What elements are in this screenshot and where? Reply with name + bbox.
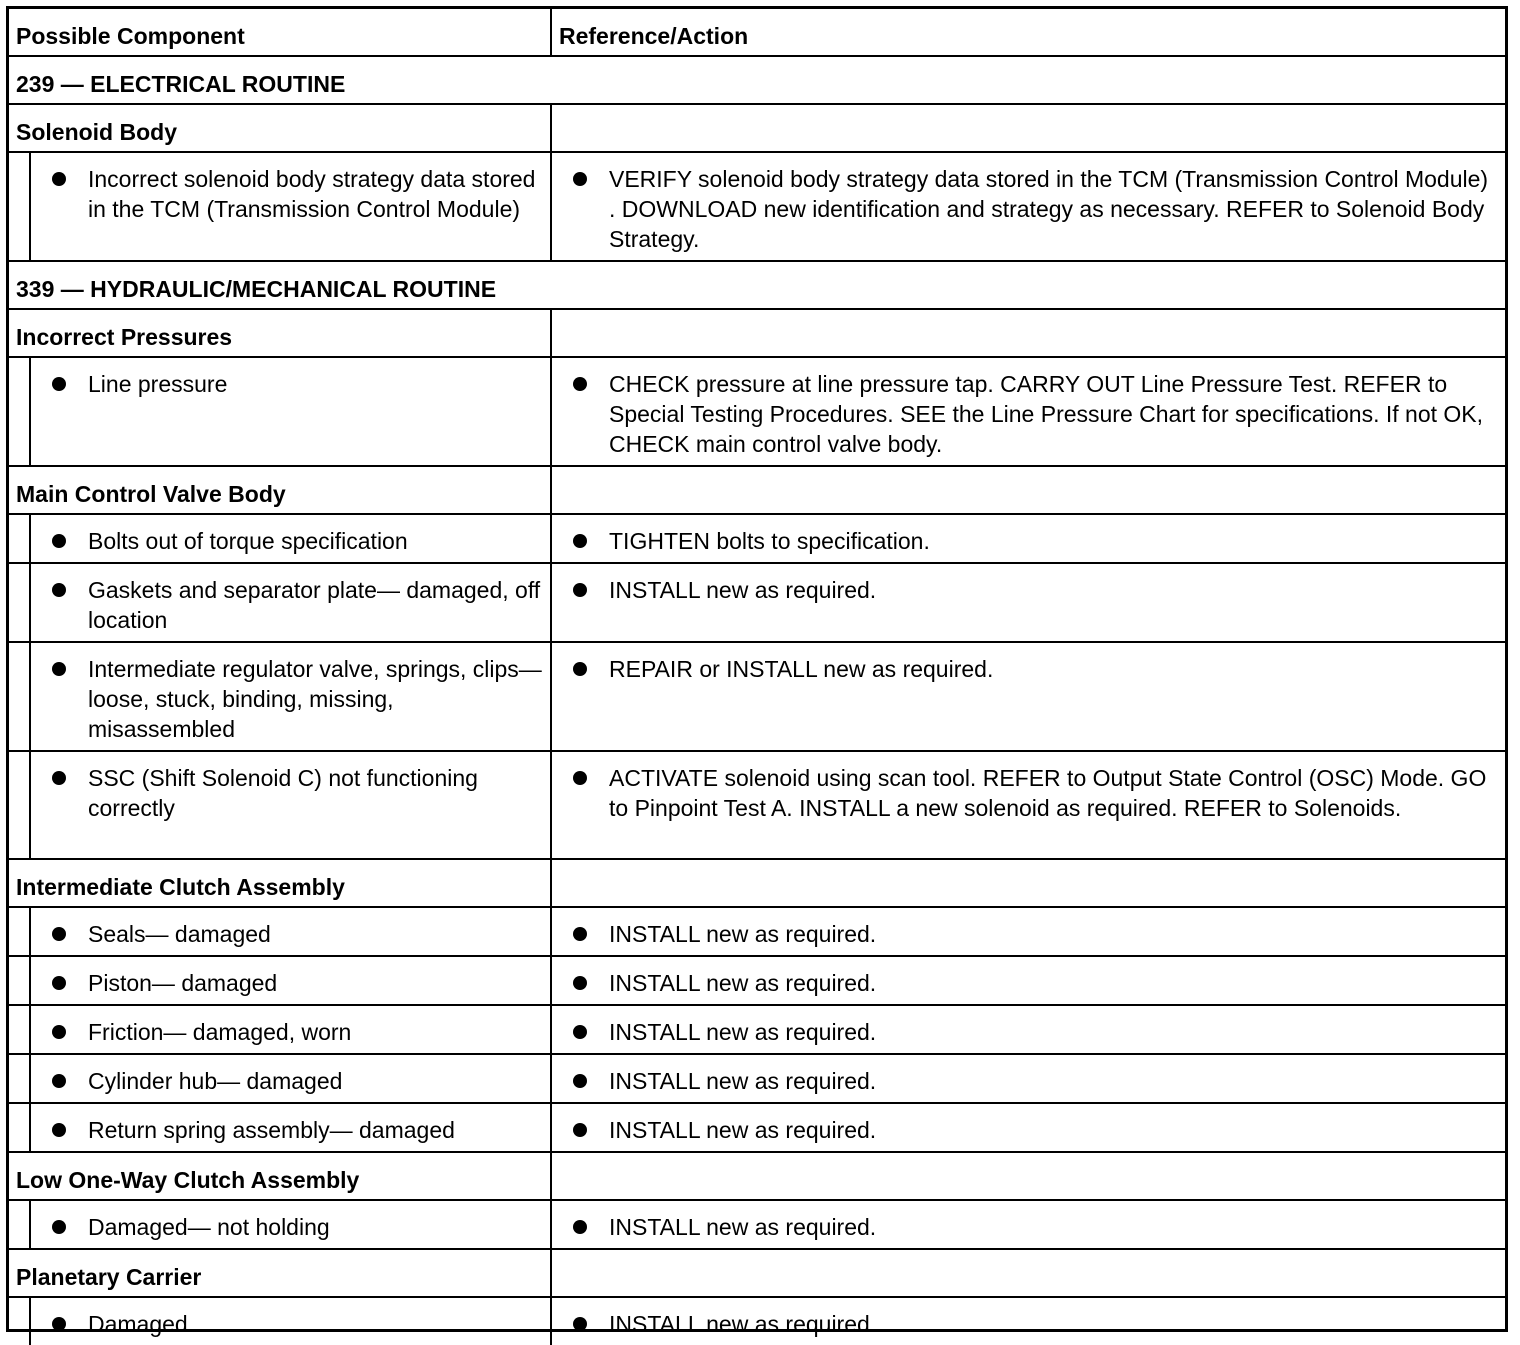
table-row [9,563,1505,642]
component-cell [30,956,551,1005]
indent-cell [9,357,30,466]
action-text [552,643,1505,690]
table-row [9,1200,1505,1249]
column-header-action: Reference/Action [551,9,1505,56]
action-label: INSTALL new as required. [609,1068,877,1094]
action-text [552,564,1505,611]
component-cell [30,357,551,466]
component-action-table [9,9,1505,1345]
group-name: Main Control Valve Body [9,466,551,514]
action-cell [551,751,1505,859]
action-cell [551,642,1505,751]
component-cell [30,751,551,859]
component-text [31,515,550,562]
action-cell [551,1103,1505,1152]
action-cell [551,1005,1505,1054]
action-label: INSTALL new as required. [609,577,877,603]
bullet-icon [52,1025,66,1039]
bullet-icon [52,534,66,548]
component-cell [30,152,551,261]
component-text [31,643,550,750]
header-row [9,9,1505,56]
indent-cell [9,956,30,1005]
component-cell [30,642,551,751]
action-label: ACTIVATE solenoid using scan tool. REFER to Output State Control (OSC) Mode. GO to Pinpoint Test A. INSTALL a new solenoid as required. REFER to Solenoids. [609,765,1487,821]
bullet-icon [573,771,587,785]
action-cell [551,1200,1505,1249]
bullet-icon [52,927,66,941]
group-action-empty [551,1249,1505,1297]
action-text [552,752,1505,829]
table-row [9,642,1505,751]
component-text [31,1055,550,1102]
component-label: Incorrect solenoid body strategy data stored in the TCM (Transmission Control Module) [88,166,536,222]
bullet-icon [573,1220,587,1234]
component-label: Return spring assembly— damaged [88,1117,455,1143]
group-row [9,859,1505,907]
component-label: Bolts out of torque specification [88,528,408,554]
group-action-empty [551,104,1505,152]
group-action-empty [551,859,1505,907]
table-row [9,514,1505,563]
action-label: CHECK pressure at line pressure tap. CARRY OUT Line Pressure Test. REFER to Special Testing Procedures. SEE the Line Pressure Chart for specifications. If not OK, CHECK main control valve body. [609,371,1484,457]
component-cell [30,907,551,956]
action-text [552,1006,1505,1053]
indent-cell [9,1054,30,1103]
indent-cell [9,642,30,751]
bullet-icon [573,976,587,990]
group-name: Intermediate Clutch Assembly [9,859,551,907]
bullet-icon [573,583,587,597]
action-cell [551,514,1505,563]
component-cell [30,1103,551,1152]
group-row [9,104,1505,152]
action-label: INSTALL new as required. [609,1019,877,1045]
group-row [9,466,1505,514]
action-label: INSTALL new as required. [609,1117,877,1143]
component-text [31,1201,550,1248]
section-row [9,261,1505,309]
action-label: VERIFY solenoid body strategy data stored in the TCM (Transmission Control Module) . DOWNLOAD new identification and strategy as necessary. REFER to Solenoid Body Strategy. [609,166,1489,252]
table-row [9,152,1505,261]
action-cell [551,956,1505,1005]
component-text [31,358,550,405]
action-cell [551,563,1505,642]
action-cell [551,357,1505,466]
action-cell [551,907,1505,956]
component-cell [30,514,551,563]
indent-cell [9,1200,30,1249]
group-name: Solenoid Body [9,104,551,152]
component-label: Cylinder hub— damaged [88,1068,343,1094]
component-label: Friction— damaged, worn [88,1019,352,1045]
component-cell [30,1200,551,1249]
component-cell [30,1005,551,1054]
component-label: Damaged [88,1311,188,1337]
bullet-icon [573,534,587,548]
action-label: TIGHTEN bolts to specification. [609,528,930,554]
bullet-icon [52,1123,66,1137]
bullet-icon [52,771,66,785]
component-text [31,1104,550,1151]
indent-cell [9,1005,30,1054]
table-row [9,1054,1505,1103]
indent-cell [9,1103,30,1152]
action-text [552,957,1505,1004]
component-text [31,1006,550,1053]
action-label: INSTALL new as required. [609,970,877,996]
action-text [552,908,1505,955]
bullet-icon [573,662,587,676]
component-cell [30,1054,551,1103]
bullet-icon [52,662,66,676]
component-cell [30,563,551,642]
component-label: Line pressure [88,371,228,397]
table-body [9,9,1505,1345]
bullet-icon [573,927,587,941]
indent-cell [9,563,30,642]
action-cell [551,1054,1505,1103]
section-title: 239 — ELECTRICAL ROUTINE [9,56,1505,104]
bullet-icon [573,377,587,391]
table-row [9,357,1505,466]
action-text [552,1104,1505,1151]
group-action-empty [551,466,1505,514]
group-name: Incorrect Pressures [9,309,551,357]
group-action-empty [551,1152,1505,1200]
group-name: Low One-Way Clutch Assembly [9,1152,551,1200]
section-title: 339 — HYDRAULIC/MECHANICAL ROUTINE [9,261,1505,309]
action-text [552,1201,1505,1248]
diagnostic-table [6,6,1508,1337]
table-row [9,956,1505,1005]
action-text [552,153,1505,260]
component-label: Seals— damaged [88,921,271,947]
component-text [31,564,550,641]
component-text [31,153,550,230]
table-row [9,1103,1505,1152]
bullet-icon [573,1025,587,1039]
indent-cell [9,907,30,956]
action-label: INSTALL new as required. [609,1311,877,1337]
bullet-icon [52,1074,66,1088]
action-label: INSTALL new as required. [609,1214,877,1240]
component-label: Intermediate regulator valve, springs, clips— loose, stuck, binding, missing, misassembled [88,656,542,742]
component-text [31,957,550,1004]
component-text [31,752,550,829]
action-cell [551,152,1505,261]
group-row [9,309,1505,357]
table-row [9,1005,1505,1054]
bullet-icon [52,976,66,990]
bullet-icon [573,1074,587,1088]
indent-cell [9,751,30,859]
component-label: SSC (Shift Solenoid C) not functioning correctly [88,765,478,821]
bullet-icon [573,1317,587,1331]
bullet-icon [573,1123,587,1137]
bullet-icon [52,377,66,391]
bullet-icon [573,172,587,186]
table-row [9,751,1505,859]
section-row [9,56,1505,104]
bullet-icon [52,1220,66,1234]
group-row [9,1152,1505,1200]
action-text [552,515,1505,562]
indent-cell [9,514,30,563]
action-label: INSTALL new as required. [609,921,877,947]
component-label: Piston— damaged [88,970,278,996]
action-text [552,358,1505,465]
action-text [552,1055,1505,1102]
indent-cell [9,152,30,261]
bullet-icon [52,1317,66,1331]
group-name: Planetary Carrier [9,1249,551,1297]
component-text [31,908,550,955]
action-label: REPAIR or INSTALL new as required. [609,656,994,682]
group-row [9,1249,1505,1297]
group-action-empty [551,309,1505,357]
table-row [9,907,1505,956]
component-label: Damaged— not holding [88,1214,330,1240]
component-label: Gaskets and separator plate— damaged, off location [88,577,541,633]
column-header-component: Possible Component [9,9,551,56]
bullet-icon [52,583,66,597]
bullet-icon [52,172,66,186]
